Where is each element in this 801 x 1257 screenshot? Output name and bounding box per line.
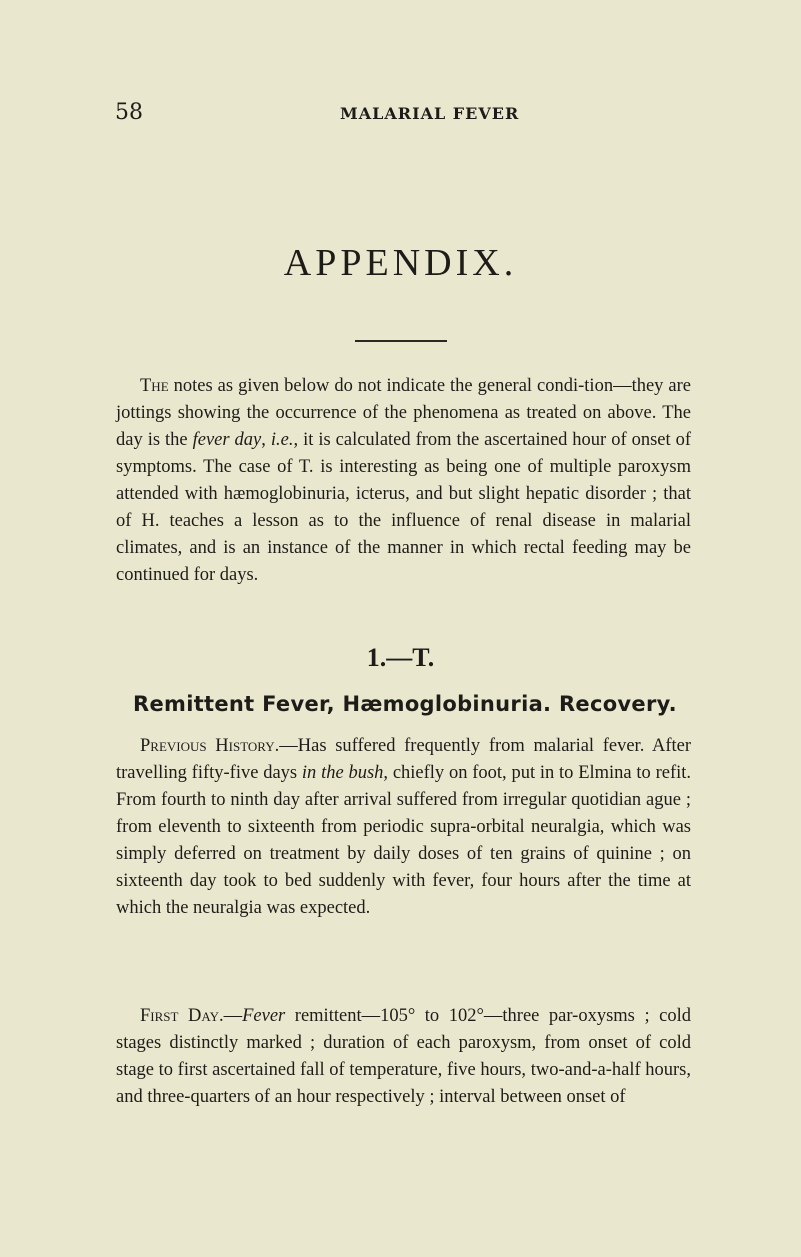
history-heading: Previous History. — [140, 736, 280, 756]
intro-italic-1: fever day — [192, 430, 262, 450]
first-day-italic: Fever — [242, 1006, 286, 1026]
first-day-dash: — — [223, 1006, 243, 1026]
appendix-title: APPENDIX. — [283, 242, 518, 284]
title-rule — [355, 340, 447, 342]
intro-text-1: notes as given below do not indicate the general condi-tion—they are jottings showing the occurrence of the phenomena as treated on above. The day is the — [116, 376, 691, 450]
intro-italic-2: i.e. — [270, 430, 294, 450]
intro-text-3: , it is calculated from the ascertained hour of onset of symptoms. The case of T. is interesting as being one of multiple paroxysm attended with hæmoglobinuria, icterus, and but slight hepatic disorder ; that of H. teaches a lesson as to the influence of renal disease in malarial climates, and is an instance of the manner in which rectal feeding may be continued for days. — [116, 430, 692, 585]
history-text-2: , chiefly on foot, put in to Elmina to refit. From fourth to ninth day after arrival suffered from irregular quotidian ague ; from eleventh to sixteenth from periodic supra-orbital neuralgia, which was simply deferred on treatment by daily doses of ten grains of quinine ; on sixteenth day took to bed suddenly with fever, four hours after the time at which the neuralgia was expected. — [116, 763, 692, 918]
history-italic: in the bush — [301, 763, 384, 783]
case-number: 1.—T. — [366, 643, 435, 672]
case-title: Remittent Fever, Hæmoglobinuria. Recovery. — [133, 692, 677, 716]
first-day-heading: First Day. — [140, 1006, 224, 1026]
running-title: MALARIAL FEVER — [340, 104, 520, 123]
page-number: 58 — [115, 100, 143, 125]
intro-text-2: , — [261, 430, 271, 450]
history-text-1: —Has suffered frequently from malarial fever. After travelling fifty-five days — [116, 736, 691, 783]
first-day-text: remittent—105° to 102°—three par-oxysms ; cold stages distinctly marked ; duration of each paroxysm, from onset of cold stage to first ascertained fall of temperature, five hours, two-and-a-half hours, and three-quarters of an hour respectively ; interval between onset of — [116, 1006, 691, 1107]
first-day-paragraph — [116, 1003, 691, 1111]
intro-lead-word: The — [140, 376, 169, 396]
intro-paragraph — [116, 373, 691, 589]
history-paragraph — [116, 733, 691, 922]
